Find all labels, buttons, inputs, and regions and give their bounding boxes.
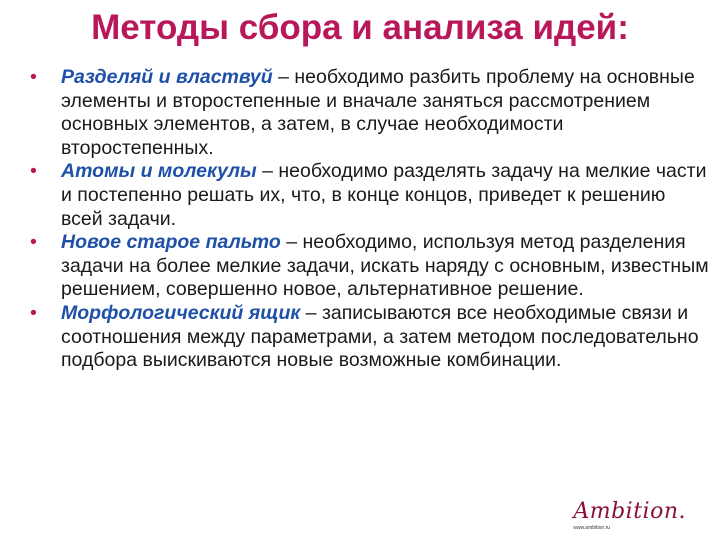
method-description: – необходимо, используя метод разделения задачи на более мелкие задачи, искать наряду с основным, известным решением, совершенно новое, альтернативное решение. — [61, 231, 709, 301]
method-term: Разделяй и властвуй — [61, 66, 273, 88]
slide-title: Методы сбора и анализа идей: — [91, 8, 629, 47]
method-description: – необходимо разделять задачу на мелкие части и постепенно решать их, что, в конце концов, приведет к решению всей задачи. — [61, 160, 707, 230]
bullet-icon: • — [30, 66, 37, 88]
method-term: Новое старое пальто — [61, 231, 281, 254]
bullet-icon: • — [30, 160, 37, 183]
bullet-item-divide-and-conquer — [30, 66, 712, 160]
logo-wordmark: Ambition. — [573, 499, 686, 524]
bullet-list — [30, 66, 712, 373]
method-description: – записываются все необходимые связи и соотношения между параметрами, а затем методом последовательно подбора выискиваются новые возможные комбинации. — [61, 301, 699, 372]
brand-logo — [561, 500, 688, 531]
bullet-item-morphological-box — [30, 302, 712, 373]
method-description: – необходимо разбить проблему на основные элементы и второстепенные и вначале заняться рассмотрением основных элементов, а затем, в случае необходимости второстепенных. — [61, 66, 695, 159]
bullet-icon: • — [30, 231, 37, 254]
method-term: Морфологический ящик — [61, 301, 301, 324]
logo-tagline: www.ambition.ru — [573, 525, 611, 531]
method-term: Атомы и молекулы — [61, 160, 257, 183]
bullet-icon: • — [30, 301, 37, 324]
bullet-item-atoms-and-molecules — [30, 160, 712, 231]
bullet-item-new-old-coat — [30, 231, 712, 302]
